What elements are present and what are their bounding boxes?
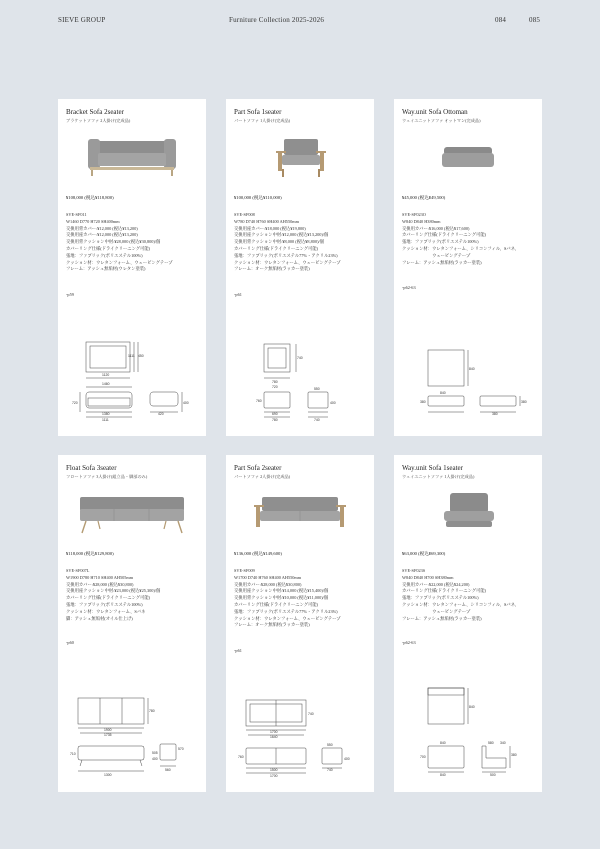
spec-line: フレーム：オーク無垢材(ラッカー塗装) xyxy=(234,622,310,628)
dim-label: 840 xyxy=(440,773,446,777)
brand-name: SIEVE GROUP xyxy=(58,16,106,24)
dim-label: 740 xyxy=(314,418,320,422)
spec-line: カバーリング仕様(ドライクリーニング可能) xyxy=(66,595,151,601)
spec-line: 交換用背カバー:¥12,000 (税込¥13,200) xyxy=(66,225,138,231)
product-photo xyxy=(58,481,206,539)
spec-line: ウェービングテープ xyxy=(402,608,471,614)
dim-label: 760 xyxy=(238,755,244,759)
spec-line: クッション材：ウレタンフォーム、Sバネ xyxy=(66,608,146,614)
spec-line: フレーム：アッシュ無垢材(ウレタン塗装) xyxy=(66,266,146,272)
product-specs xyxy=(234,212,370,273)
product-specs xyxy=(234,568,370,629)
product-card-bracket-sofa xyxy=(58,99,206,436)
dim-label: 1700 xyxy=(270,774,278,778)
page-reference: -p62-63 xyxy=(402,640,416,645)
dim-label: 450 xyxy=(138,354,144,358)
page-number-left: 084 xyxy=(495,16,507,24)
product-price: ¥108,000 (税込¥118,800) xyxy=(66,195,114,200)
spec-line: W780 D740 H760 SH400 AH550mm xyxy=(234,218,299,224)
spec-line: カバーリング仕様(ドライクリーニング可能) xyxy=(234,245,319,251)
dim-label: 780 xyxy=(149,709,155,713)
product-title: Bracket Sofa 2seater xyxy=(66,108,124,116)
dim-label: 690 xyxy=(272,412,278,416)
product-subtitle: パートソファ 2人掛け(完成品) xyxy=(234,474,291,479)
spec-line: W840 D840 H380mm xyxy=(402,218,441,224)
product-card-part-sofa-1seater xyxy=(226,99,374,436)
product-title: Way.unit Sofa 1seater xyxy=(402,464,463,472)
dim-label: 700 xyxy=(420,755,426,759)
spec-line: SVE-SF007L xyxy=(66,568,90,573)
dimension-drawing xyxy=(402,670,534,780)
dim-label: 1380 xyxy=(102,412,110,416)
dim-label: 840 xyxy=(469,705,475,709)
spec-line: 交換用座カバー:¥12,000 (税込¥13,200) xyxy=(66,232,138,238)
spec-line: フレーム：オーク無垢材(ラッカー塗装) xyxy=(234,266,310,272)
spec-line: 張地：ファブリック(ポリエステル100%) xyxy=(402,239,479,245)
spec-line: W1900 D780 H710 SH400 AH505mm xyxy=(66,574,134,580)
dim-label: 780 xyxy=(272,418,278,422)
page-reference: -p61 xyxy=(234,648,242,653)
product-photo xyxy=(394,481,542,539)
product-subtitle: パートソファ 1人掛け(完成品) xyxy=(234,118,291,123)
dim-label: 720 xyxy=(72,401,78,405)
dim-label: 420 xyxy=(158,412,164,416)
page-number-right: 085 xyxy=(529,16,541,24)
spec-line: SVE-SF011 xyxy=(66,212,87,217)
dim-label: 780 xyxy=(272,380,278,384)
spec-line: 交換用座カバー:¥18,000 (税込¥19,800) xyxy=(234,225,306,231)
spec-line: カバーリング仕様(ドライクリーニング可能) xyxy=(66,245,151,251)
dim-label: 550 xyxy=(314,387,320,391)
product-card-part-sofa-2seater xyxy=(226,455,374,792)
dim-label: 1111 xyxy=(128,354,135,358)
dimension-drawing xyxy=(66,670,198,780)
product-photo xyxy=(226,125,374,183)
dim-label: 340 xyxy=(500,741,506,745)
dim-label: 710 xyxy=(70,752,76,756)
dimension-drawing xyxy=(234,314,366,424)
spec-line: 交換用カバー:¥16,000 (税込¥17,600) xyxy=(402,225,470,231)
dim-label: 380 xyxy=(521,400,527,404)
page-reference: -p62-63 xyxy=(402,285,416,290)
product-price: ¥45,000 (税込¥49,500) xyxy=(402,195,446,200)
dim-label: 400 xyxy=(344,757,350,761)
spec-line: 交換用背クッション中材:¥8,000 (税込¥8,800)/個 xyxy=(234,239,325,245)
spec-line: 張地：ファブリック(ポリエステル100%) xyxy=(66,601,143,607)
dim-label: 380 xyxy=(420,400,426,404)
spec-line: カバーリング仕様(ドライクリーニング可能) xyxy=(402,588,487,594)
dim-label: 400 xyxy=(330,401,336,405)
spec-line: W1700 D740 H760 SH400 AH550mm xyxy=(234,574,302,580)
dim-label: 1300 xyxy=(104,773,112,777)
dim-label: 580 xyxy=(488,741,494,745)
dim-label: 720 xyxy=(272,385,278,389)
spec-line: 交換用座クッション中材:¥12,000 (税込¥13,200)/個 xyxy=(234,232,329,238)
product-card-way-unit-ottoman xyxy=(394,99,542,436)
dimension-drawing xyxy=(234,670,366,780)
spec-line: クッション材：ウレタンフォーム、ウェービングテープ xyxy=(66,259,173,265)
spec-line: クッション材：ウレタンフォーム、ウェービングテープ xyxy=(234,259,341,265)
spec-line: 交換用カバー:¥22,000 (税込¥24,200) xyxy=(402,581,470,587)
dim-label: 1735 xyxy=(104,733,112,737)
product-subtitle: ウェイユニットソファ オットマン(完成品) xyxy=(402,118,481,123)
spec-line: SVE-SF023O xyxy=(402,212,426,217)
spec-line: W1460 D770 H720 SH400mm xyxy=(66,218,120,224)
spec-line: 張地：ファブリック(ポリエステル77%・アクリル23%) xyxy=(234,252,338,258)
product-subtitle: ブラケットソファ 2人掛け(完成品) xyxy=(66,118,131,123)
spec-line: 交換用座クッション中材:¥23,000 (税込¥25,300)/個 xyxy=(66,588,161,594)
spec-line: 交換用カバー:¥28,000 (税込¥30,800) xyxy=(66,581,134,587)
spec-line: クッション材：ウレタンフォーム、シリコンフィル、Sバネ、 xyxy=(402,601,520,607)
dim-label: 740 xyxy=(297,356,303,360)
product-subtitle: ウェイユニットソファ 1人掛け(完成品) xyxy=(402,474,475,479)
product-price: ¥118,000 (税込¥129,800) xyxy=(66,551,114,556)
product-title: Way.unit Sofa Ottoman xyxy=(402,108,468,116)
product-title: Float Sofa 3seater xyxy=(66,464,117,472)
spec-line: 脚：アッシュ無垢材(オイル仕上げ) xyxy=(66,615,133,621)
spec-line: 交換用背クッション中材:¥10,000 (税込¥11,000)/個 xyxy=(234,595,329,601)
spec-line: 張地：ファブリック(ポリエステル77%・アクリル23%) xyxy=(234,608,338,614)
dim-label: 570 xyxy=(178,747,184,751)
product-photo xyxy=(394,125,542,183)
dim-label: 380 xyxy=(492,412,498,416)
dimension-drawing xyxy=(66,314,198,424)
dim-label: 1120 xyxy=(102,373,110,377)
collection-title: Furniture Collection 2025-2026 xyxy=(229,16,325,24)
page-reference: -p60 xyxy=(66,640,74,645)
dim-label: 840 xyxy=(469,367,475,371)
spec-line: 張地：ファブリック(ポリエステル100%) xyxy=(402,595,479,601)
spec-line: フレーム：アッシュ無垢材(ラッカー塗装) xyxy=(402,259,482,265)
spec-line: クッション材：ウレタンフォーム、シリコンフィル、Sバネ、 xyxy=(402,245,520,251)
dim-label: 505 xyxy=(152,751,158,755)
dim-label: 500 xyxy=(490,773,496,777)
spec-line: SVE-SF008 xyxy=(234,212,255,217)
dim-label: 740 xyxy=(308,712,314,716)
dim-label: 760 xyxy=(256,399,262,403)
spec-line: 交換用座クッション中材:¥14,000 (税込¥15,400)/個 xyxy=(234,588,329,594)
dim-label: 840 xyxy=(440,391,446,395)
product-card-float-sofa-3seater xyxy=(58,455,206,792)
spec-line: 交換用カバー:¥28,000 (税込¥30,800) xyxy=(234,581,302,587)
product-title: Part Sofa 2seater xyxy=(234,464,282,472)
spec-line: 張地：ファブリック(ポリエステル100%) xyxy=(66,252,143,258)
product-specs xyxy=(402,568,538,622)
dim-label: 1900 xyxy=(104,728,112,732)
dim-label: 400 xyxy=(183,401,189,405)
dim-label: 1111 xyxy=(102,418,109,422)
spec-line: フレーム：アッシュ無垢材(ラッカー塗装) xyxy=(402,615,482,621)
dim-label: 1500 xyxy=(270,768,278,772)
dim-label: 1700 xyxy=(270,730,278,734)
product-specs xyxy=(66,212,202,273)
page-header xyxy=(58,16,542,30)
product-price: ¥63,000 (税込¥69,300) xyxy=(402,551,446,556)
dim-label: 550 xyxy=(327,743,333,747)
product-specs xyxy=(66,568,202,622)
spec-line: SVE-SF009 xyxy=(234,568,255,573)
dim-label: 1640 xyxy=(270,735,278,739)
product-price: ¥100,000 (税込¥110,000) xyxy=(234,195,282,200)
product-title: Part Sofa 1seater xyxy=(234,108,282,116)
spec-line: カバーリング仕様(ドライクリーニング可能) xyxy=(234,601,319,607)
page-reference: -p59 xyxy=(66,292,74,297)
dim-label: 840 xyxy=(440,741,446,745)
dim-label: 560 xyxy=(165,768,171,772)
dim-label: 400 xyxy=(152,757,158,761)
spec-line: カバーリング仕様(ドライクリーニング可能) xyxy=(402,232,487,238)
product-card-way-unit-1seater xyxy=(394,455,542,792)
page-reference: -p61 xyxy=(234,292,242,297)
dimension-drawing xyxy=(402,314,534,424)
spec-line: クッション材：ウレタンフォーム、ウェービングテープ xyxy=(234,615,341,621)
product-photo xyxy=(226,481,374,539)
spec-line: ウェービングテープ xyxy=(402,252,471,258)
product-specs xyxy=(402,212,538,266)
dim-label: 740 xyxy=(327,768,333,772)
spec-line: 交換用背クッション中材:¥28,000 (税込¥30,800)/個 xyxy=(66,239,161,245)
product-photo xyxy=(58,125,206,183)
dim-label: 1460 xyxy=(102,382,110,386)
dim-label: 380 xyxy=(511,753,517,757)
product-price: ¥136,000 (税込¥149,600) xyxy=(234,551,282,556)
spec-line: W840 D840 H700 SH380mm xyxy=(402,574,454,580)
product-subtitle: フロートソファ 3人掛け(組立品・脚部のみ) xyxy=(66,474,148,479)
spec-line: SVE-SF023S xyxy=(402,568,426,573)
